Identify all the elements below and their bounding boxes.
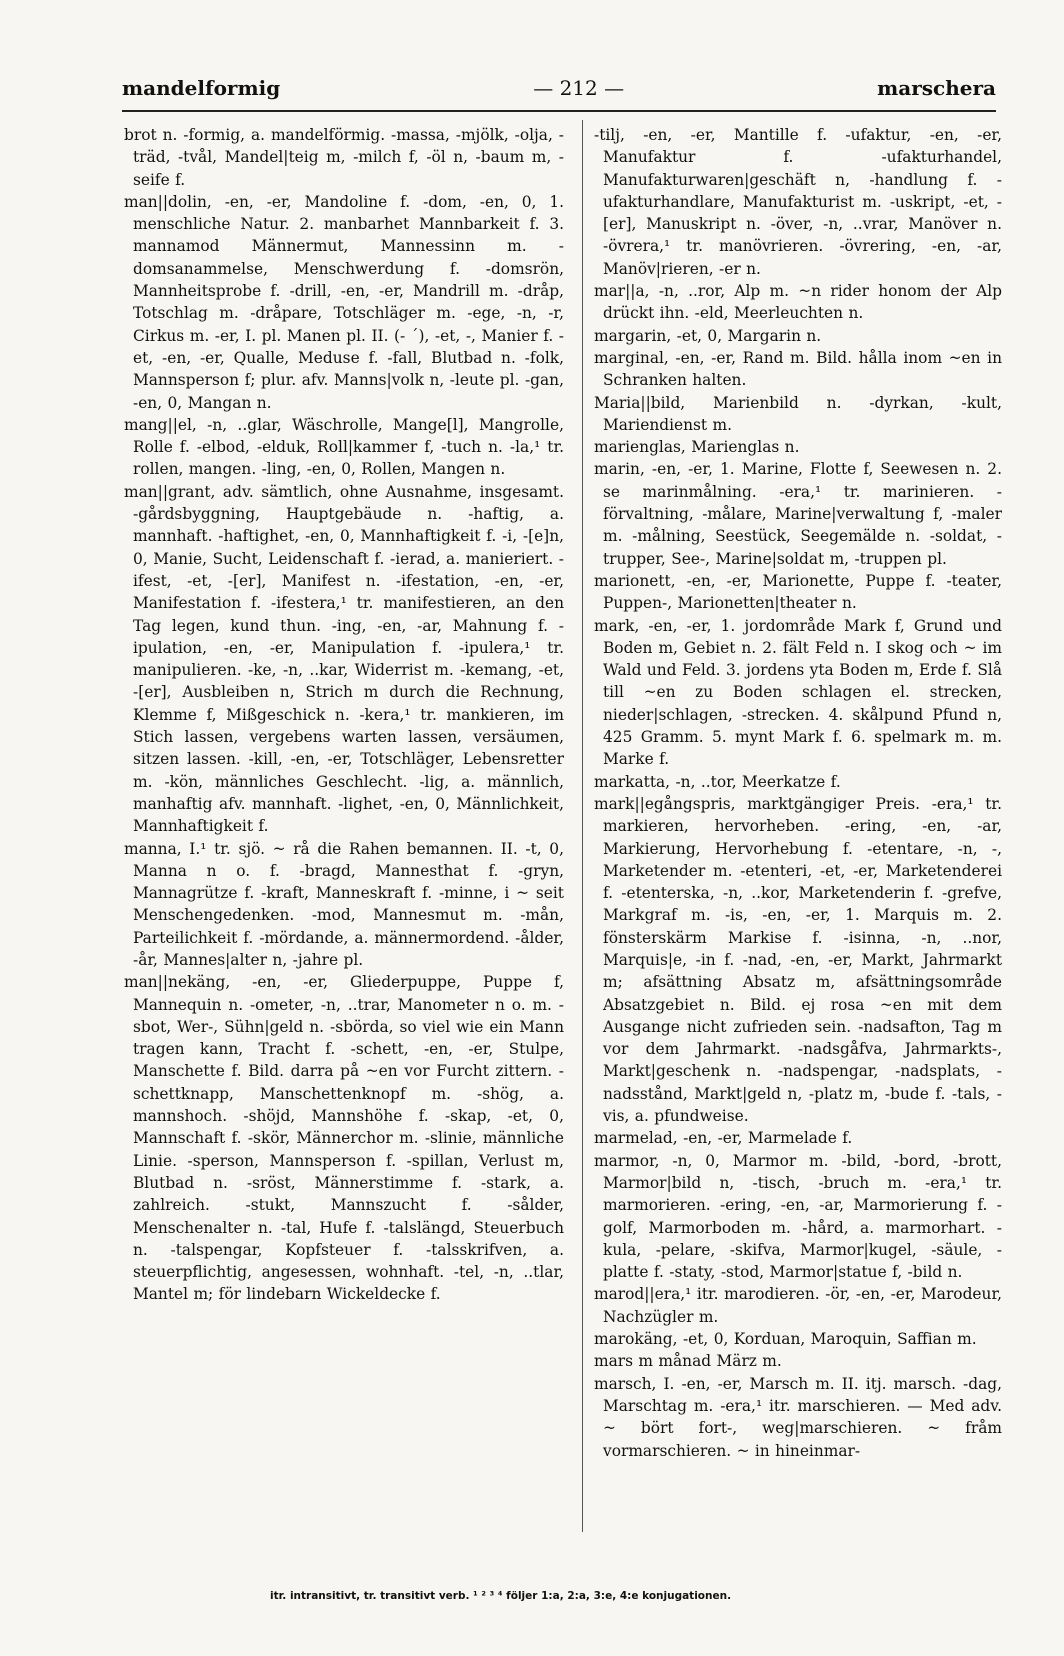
footnote-abbreviations: itr. intransitivt, tr. transitivt verb. ¹ ² ³ ⁴ följer 1:a, 2:a, 3:e, 4:e konjugationen. xyxy=(270,1590,732,1602)
entry: man||dolin, -en, -er, Mandoline f. -dom, -en, 0, 1. menschliche Natur. 2. manbarhet Mannbarkeit f. 3. mannamod Männermut, Mannessinn m. -domsanammelse, Menschwerdung f. -domsrön, Mannheitsprobe f. -drill, -en, -er, Mandrill m. -dråp, Totschlag m. -dråpare, Totschläger m. -ege, -n, -r, Cirkus m. -er, I. pl. Manen pl. II. (- ´), -et, -, Manier f. -et, -en, -er, Qualle, Meduse f. -fall, Blutbad n. -folk, Mannsperson f; plur. afv. Manns|volk n, -leute pl. -gan, -en, 0, Mangan n. xyxy=(124,192,564,412)
entry: brot n. -formig, a. mandelförmig. -massa, -mjölk, -olja, -träd, -tvål, Mandel|teig m, -milch f, -öl n, -baum m, -seife f. xyxy=(124,126,564,189)
entry: mark, -en, -er, 1. jordområde Mark f, Grund und Boden m, Gebiet n. 2. fält Feld n. I skog och ~ im Wald und Feld. 3. jordens yta Boden m, Erde f. Slå till ~en zu Boden schlagen el. strecken, nieder|schlagen, -strecken. 4. skålpund Pfund n, 425 Gramm. 5. mynt Mark f. 6. spelmark m. m. Marke f. xyxy=(594,616,1002,769)
entry: man||nekäng, -en, -er, Gliederpuppe, Puppe f, Mannequin n. -ometer, -n, ..trar, Manometer n o. m. -sbot, Wer-, Sühn|geld n. -sbörda, so viel wie ein Mann tragen kann, Tracht f. -schett, -en, -er, Stulpe, Manschette f. Bild. darra på ~en vor Furcht zittern. -schettknapp, Manschettenknopf m. -shög, a. mannshoch. -shöjd, Mannshöhe f. -skap, -et, 0, Mannschaft f. -skör, Männerchor m. -slinie, männliche Linie. -sperson, Mannsperson f. -spillan, Verlust m, Blutbad n. -sröst, Männerstimme f. -stark, a. zahlreich. -stukt, Mannszucht f. -sålder, Menschenalter n. -tal, Hufe f. -talslängd, Steuerbuch n. -talspengar, Kopfsteuer f. -talsskrifven, a. steuerpflichtig, angesessen, wohnhaft. -tel, -n, ..tlar, Mantel m; för lindebarn Wickeldecke f. xyxy=(124,973,564,1304)
entry: marienglas, Marienglas n. xyxy=(594,438,800,457)
page-header xyxy=(122,76,996,108)
header-rule xyxy=(122,110,996,112)
entry: Maria||bild, Marienbild n. -dyrkan, -kult, Mariendienst m. xyxy=(594,393,1002,434)
entry: mars m månad März m. xyxy=(594,1352,782,1371)
entry: marin, -en, -er, 1. Marine, Flotte f, Seewesen n. 2. se marinmålning. -era,¹ tr. marinieren. -förvaltning, -målare, Marine|verwaltung f, -maler m. -målning, Seestück, Seegemälde n. -soldat, -trupper, See-, Marine|soldat m, -truppen pl. xyxy=(594,460,1002,568)
column-divider xyxy=(582,120,583,1532)
entry: marginal, -en, -er, Rand m. Bild. hålla inom ~en in Schranken halten. xyxy=(594,348,1002,390)
entry: manna, I.¹ tr. sjö. ~ rå die Rahen bemannen. II. -t, 0, Manna n o. f. -bragd, Mannesthat f. -gryn, Mannagrütze f. -kraft, Manneskraft f. -minne, i ~ seit Menschengedenken. -mod, Mannesmut m. -mån, Parteilichkeit f. -mördande, a. männermordend. -ålder, -år, Mannes|alter n, -jahre pl. xyxy=(124,839,564,969)
entry: -tilj, -en, -er, Mantille f. -ufaktur, -en, -er, Manufaktur f. -ufakturhandel, Manufakturwaren|geschäft n, -handlung f. -ufakturhandlare, Manufakturist m. -uskript, -et, -[er], Manuskript n. -över, -n, ..vrar, Manöver n. -övrera,¹ tr. manövrieren. -övrering, -en, -ar, Manöv|rieren, -er n. xyxy=(594,126,1002,278)
header-left-guideword: mandelformig xyxy=(122,76,281,100)
page-number: — 212 — xyxy=(533,76,625,100)
left-column xyxy=(124,124,564,1306)
right-column xyxy=(594,124,1002,1462)
entry: marionett, -en, -er, Marionette, Puppe f. -teater, Puppen-, Marionetten|theater n. xyxy=(594,571,1002,613)
entry: mark||egångspris, marktgängiger Preis. -era,¹ tr. markieren, hervorheben. -ering, -en, -ar, Markierung, Hervorhebung f. -etentare, -n, -, Marketender m. -etenteri, -et, -er, Marketenderei f. -etenterska, -n, ..kor, Marketenderin f. -grefve, Markgraf m. -is, -en, -er, 1. Marquis m. 2. fönsterskärm Markise f. -isinna, -n, ..nor, Marquis|e, -in f. -nad, -en, -er, Markt, Jahrmarkt m; afsättning Absatz m, afsättningsområde Absatzgebiet n. Bild. ej rosa ~en mit dem Ausgange nicht zufrieden sein. -nadsafton, Tag m vor dem Jahrmarkt. -nadsgåfva, Jahrmarkts-, Markt|geschenk n. -nadspengar, -nadsplats, -nadsstånd, Markt|geld n, -platz m, -bude f. -tals, -vis, a. pfundweise. xyxy=(594,794,1002,1126)
entry: margarin, -et, 0, Margarin n. xyxy=(594,326,822,345)
entry: mar||a, -n, ..ror, Alp m. ~n rider honom der Alp drückt ihn. -eld, Meerleuchten n. xyxy=(594,282,1002,323)
entry: marsch, I. -en, -er, Marsch m. II. itj. marsch. -dag, Marschtag m. -era,¹ itr. marschieren. — Med adv. ~ bört fort-, weg|marschieren. ~ fråm vormarschieren. ~ in hineinmar- xyxy=(594,1374,1002,1460)
header-right-guideword: marschera xyxy=(877,76,996,100)
entry: markatta, -n, ..tor, Meerkatze f. xyxy=(594,772,841,791)
entry: marmor, -n, 0, Marmor m. -bild, -bord, -brott, Marmor|bild n, -tisch, -bruch m. -era,¹ tr. marmorieren. -ering, -en, -ar, Marmorierung f. -golf, Marmorboden m. -hård, a. marmorhart. -kula, -pelare, -skifva, Marmor|kugel, -säule, -platte f. -staty, -stod, Marmor|statue f, -bild n. xyxy=(594,1151,1002,1282)
entry: marod||era,¹ itr. marodieren. -ör, -en, -er, Marodeur, Nachzügler m. xyxy=(594,1285,1002,1326)
entry: marmelad, -en, -er, Marmelade f. xyxy=(594,1129,853,1148)
entry: marokäng, -et, 0, Korduan, Maroquin, Saffian m. xyxy=(594,1330,977,1349)
entry: man||grant, adv. sämtlich, ohne Ausnahme, insgesamt. -gårdsbyggning, Hauptgebäude n. -haftig, a. mannhaft. -haftighet, -en, 0, Mannhaftigkeit f. -i, -[e]n, 0, Manie, Sucht, Leidenschaft f. -ierad, a. manieriert. -ifest, -et, -[er], Manifest n. -ifestation, -en, -er, Manifestation f. -ifestera,¹ tr. manifestieren, an den Tag legen, kund thun. -ing, -en, -ar, Mahnung f. -ipulation, -en, -er, Manipulation f. -ipulera,¹ tr. manipulieren. -ke, -n, ..kar, Widerrist m. -kemang, -et, -[er], Ausbleiben n, Strich m durch die Rechnung, Klemme f, Mißgeschick n. -kera,¹ tr. mankieren, im Stich lassen, vergebens warten lassen, versäumen, sitzen lassen. -kill, -en, -er, Totschläger, Lebensretter m. -kön, männliches Geschlecht. -lig, a. männlich, manhaftig afv. mannhaft. -lighet, -en, 0, Männlichkeit, Mannhaftigkeit f. xyxy=(124,482,564,836)
entry: mang||el, -n, ..glar, Wäschrolle, Mange[l], Mangrolle, Rolle f. -elbod, -elduk, Roll|kammer f, -tuch n. -la,¹ tr. rollen, mangen. -ling, -en, 0, Rollen, Mangen n. xyxy=(124,415,564,479)
